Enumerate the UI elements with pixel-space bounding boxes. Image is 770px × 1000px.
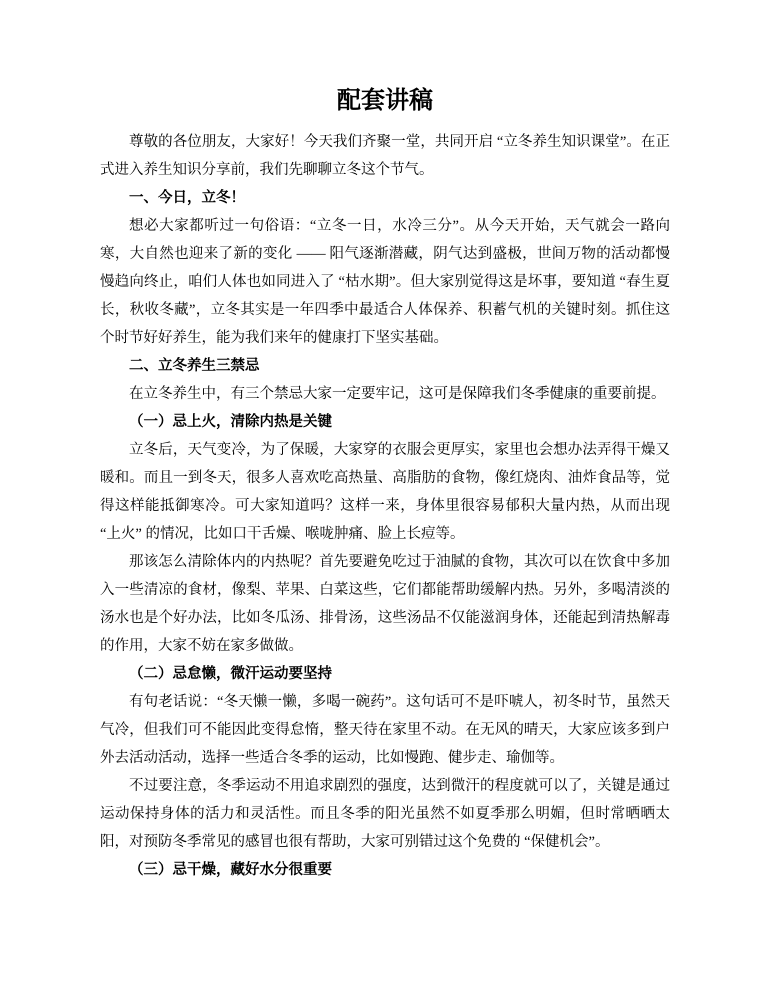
paragraph-taboos-intro: 在立冬养生中，有三个禁忌大家一定要牢记，这可是保障我们冬季健康的重要前提。 [129, 386, 666, 402]
heading-taboo-2-laziness: （二）忌怠懒，微汗运动要坚持 [129, 666, 332, 682]
paragraph-taboo2-exercise: 有句老话说：“冬天懒一懒，多喝一碗药”。这句话可不是吓唬人，初冬时节，虽然天气冷，但我们可不能因此变得怠惰，整天待在家里不动。在无风的晴天，大家应该多到户外去活动活动，选择一些适合冬季的运动，比如慢跑、健步走、瑜伽等。 [100, 694, 670, 766]
heading-today-lidong: 一、今日，立冬！ [129, 190, 245, 206]
paragraph-greeting: 尊敬的各位朋友，大家好！今天我们齐聚一堂，共同开启 “立冬养生知识课堂”。在正式进入养生知识分享前，我们先聊聊立冬这个节气。 [100, 134, 670, 178]
heading-three-taboos: 二、立冬养生三禁忌 [129, 358, 260, 374]
heading-taboo-3-dryness: （三）忌干燥，藏好水分很重要 [129, 862, 332, 878]
paragraph-lidong-intro: 想必大家都听过一句俗语：“立冬一日，水冷三分”。从今天开始，天气就会一路向寒，大自然也迎来了新的变化 —— 阳气逐渐潜藏，阴气达到盛极，世间万物的活动都慢慢趋向终止，咱们人体也如同进入了 “枯水期”。但大家别觉得这是坏事，要知道 “春生夏长，秋收冬藏”，立冬其实是一年四季中最适合人体保养、积蓄气机的关键时刻。抓住这个时节好好养生，能为我们来年的健康打下坚实基础。 [100, 218, 670, 346]
paragraph-taboo2-sunshine: 不过要注意，冬季运动不用追求剧烈的强度，达到微汗的程度就可以了，关键是通过运动保持身体的活力和灵活性。而且冬季的阳光虽然不如夏季那么明媚，但时常晒晒太阳，对预防冬季常见的感冒也很有帮助，大家可别错过这个免费的 “保健机会”。 [100, 778, 670, 850]
heading-taboo-1-internal-heat: （一）忌上火，清除内热是关键 [129, 414, 332, 430]
paragraph-taboo1-causes: 立冬后，天气变冷，为了保暖，大家穿的衣服会更厚实，家里也会想办法弄得干燥又暖和。而且一到冬天，很多人喜欢吃高热量、高脂肪的食物，像红烧肉、油炸食品等，觉得这样能抵御寒冷。可大家知道吗？这样一来，身体里很容易郁积大量内热，从而出现 “上火” 的情况，比如口干舌燥、喉咙肿痛、脸上长痘等。 [100, 442, 670, 542]
paragraph-taboo1-remedies: 那该怎么清除体内的内热呢？首先要避免吃过于油腻的食物，其次可以在饮食中多加入一些清凉的食材，像梨、苹果、白菜这些，它们都能帮助缓解内热。另外，多喝清淡的汤水也是个好办法，比如冬瓜汤、排骨汤，这些汤品不仅能滋润身体，还能起到清热解毒的作用，大家不妨在家多做做。 [100, 554, 670, 654]
document-title: 配套讲稿 [337, 88, 433, 114]
